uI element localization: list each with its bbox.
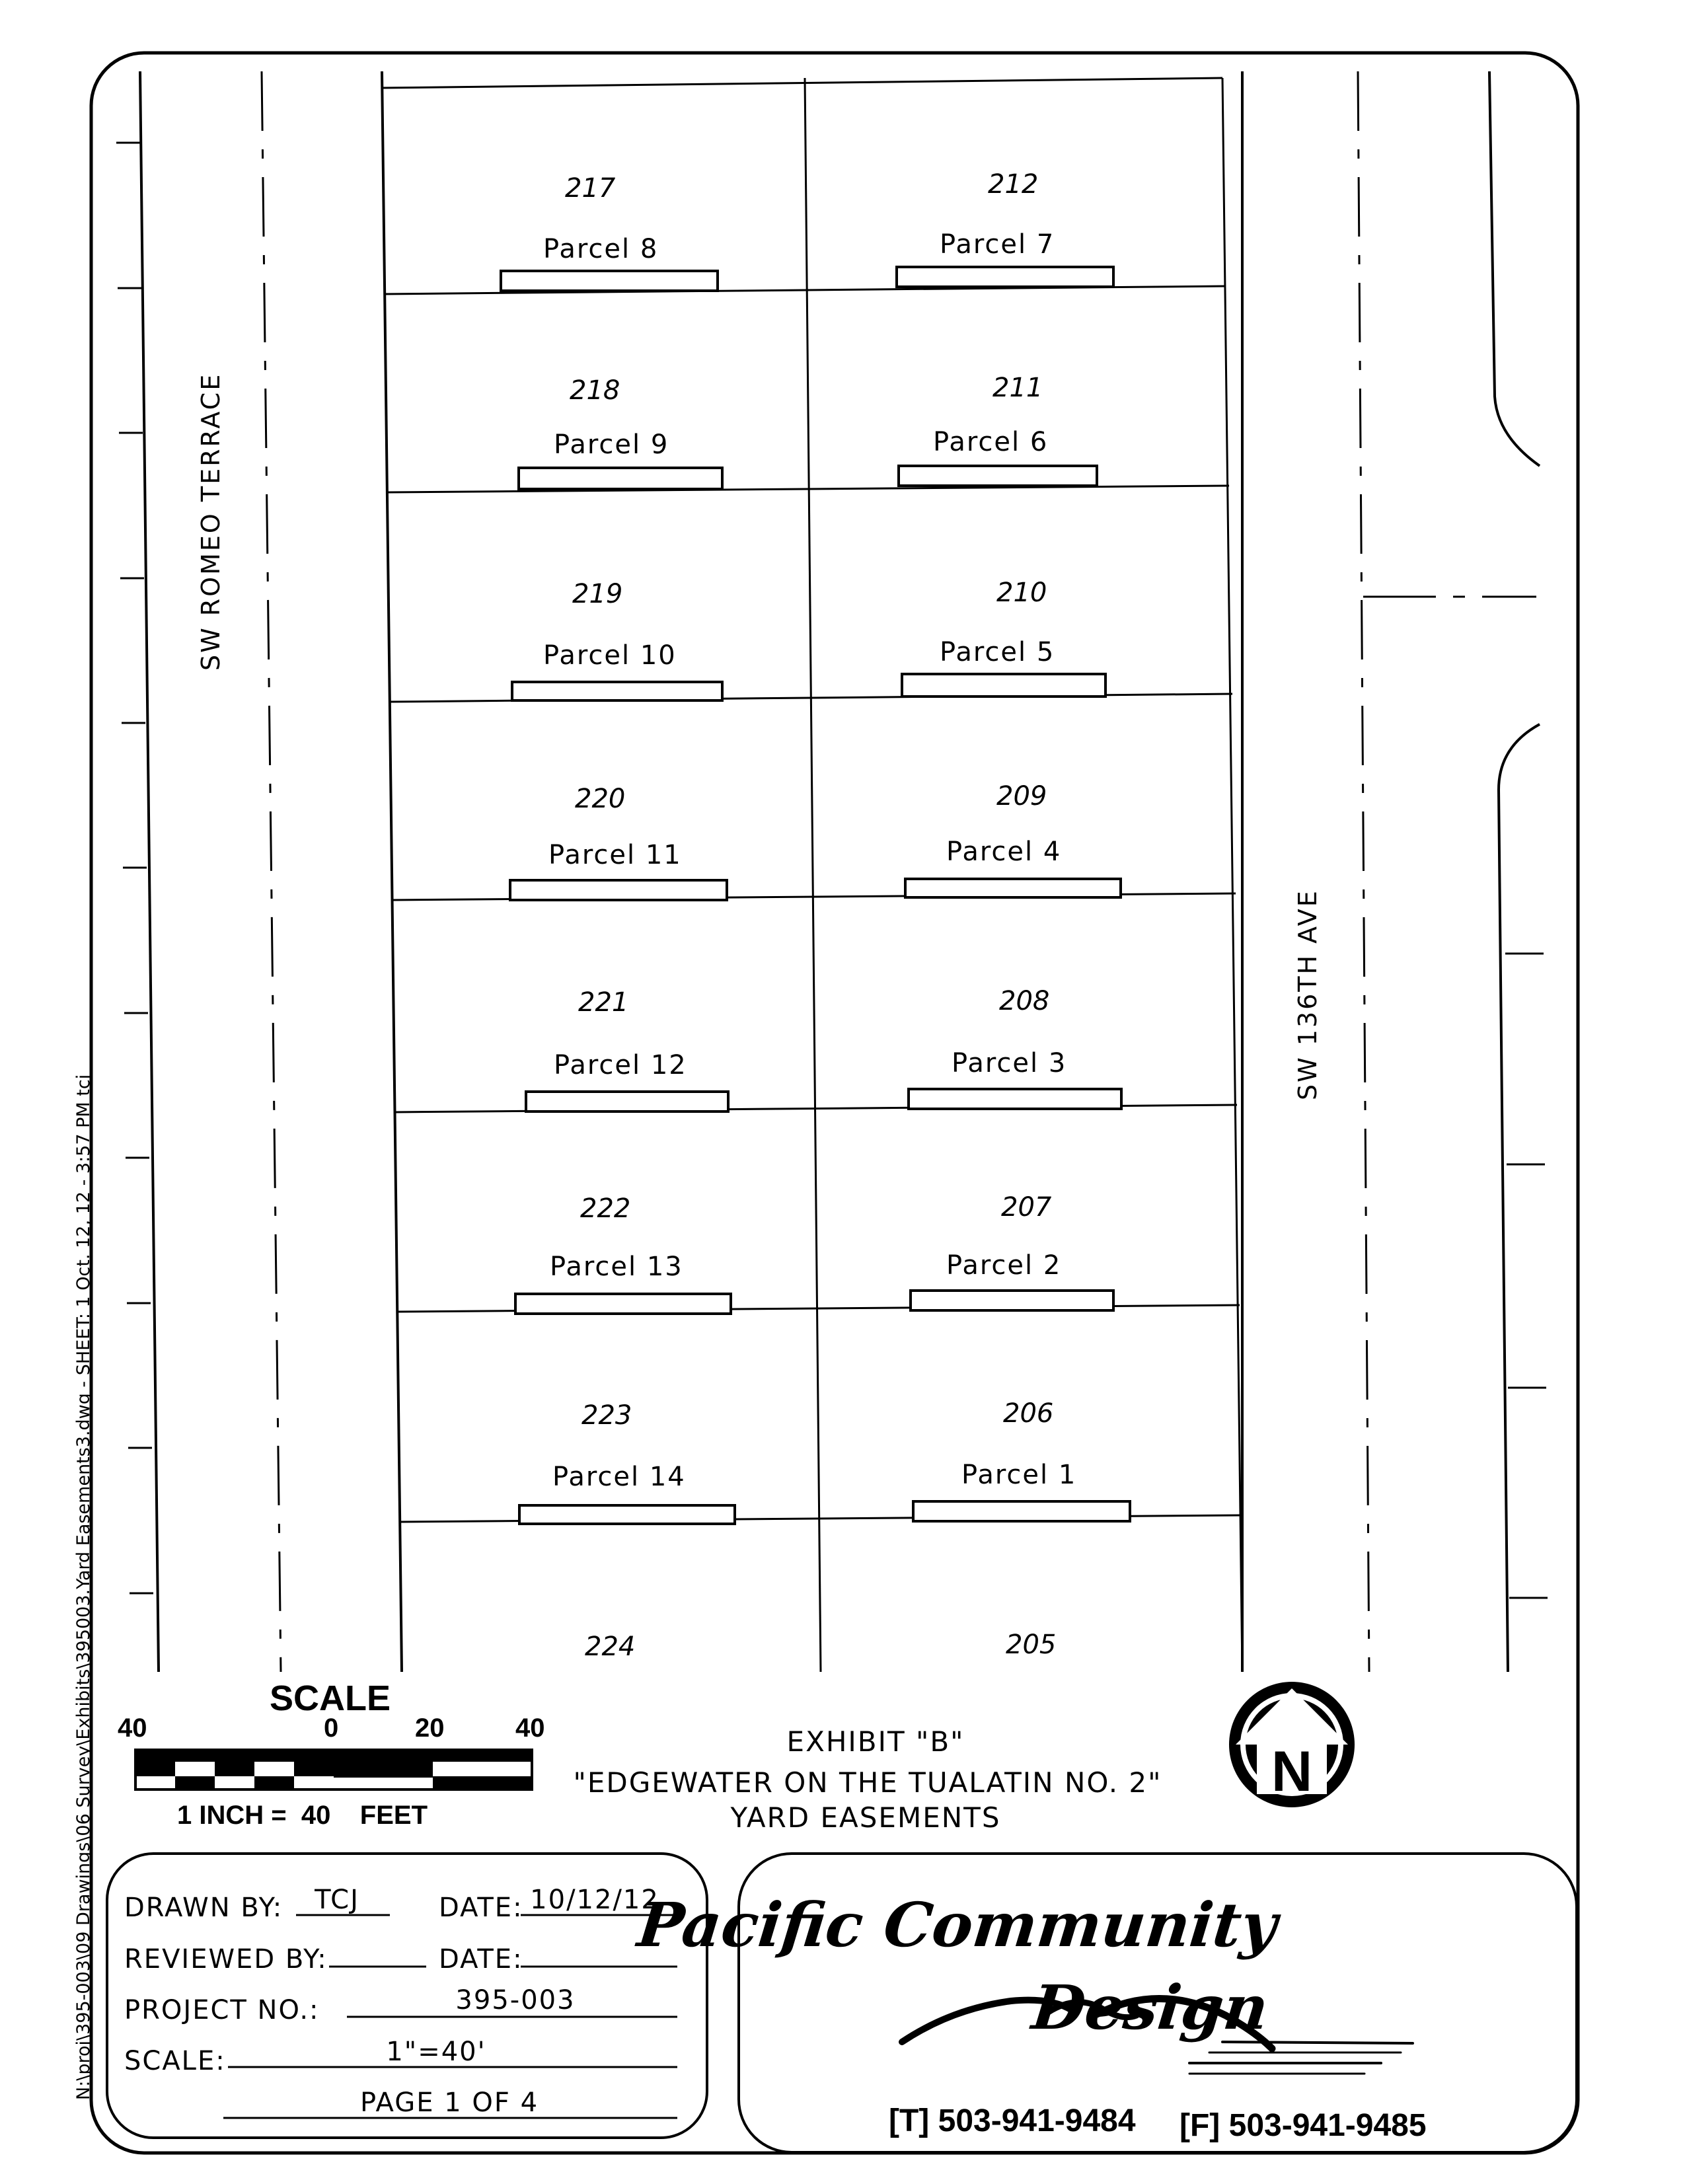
page-number: PAGE 1 OF 4 [359,2088,539,2118]
parcel-label: Parcel 2 [946,1250,1062,1281]
lot-number: 208 [999,986,1050,1016]
scale-bar [118,1678,545,1830]
easement-rect [526,1092,728,1111]
file-path-text: N:\proj\395-003\09 Drawings\06 Survey\Exhibits\395003.Yard Easements3.dwg - SHEET: 1 Oct. 12, 12 - 3:57 PM tcj [73,1074,94,2100]
easement-rect [909,1089,1121,1109]
scale-tick-label: 40 [515,1713,545,1743]
parcel-label: Parcel 8 [543,234,659,264]
easement-rect [515,1294,731,1314]
lot-number: 219 [572,579,623,609]
parcel-label: Parcel 4 [946,837,1062,867]
sheet-border [91,53,1578,2153]
easement-rect [897,267,1113,287]
north-arrow-icon [1229,1682,1355,1807]
scale-tick-label: 20 [415,1713,445,1743]
parcel-label: Parcel 6 [933,427,1049,457]
company-phone: [T] 503-941-9484 [889,2103,1136,2138]
parcel-label: Parcel 12 [554,1050,687,1080]
company-fax: [F] 503-941-9485 [1180,2108,1427,2143]
easement-rect [902,674,1105,697]
easement-rect [519,1505,735,1524]
drawn-by-value: TCJ [315,1885,359,1915]
lot-number: 221 [578,987,629,1018]
parcel-label: Parcel 7 [940,229,1055,260]
drawn-by-label: DRAWN BY: [124,1893,283,1923]
company-name-line1: Pacific Community [634,1889,1281,1961]
reviewed-by-label: REVIEWED BY: [124,1944,328,1975]
street-label-romeo-terrace: SW ROMEO TERRACE [196,372,225,671]
project-no-value: 395-003 [455,1985,576,2015]
easement-rect [911,1291,1113,1310]
date-value: 10/12/12 [530,1885,659,1915]
parcel-label: Parcel 11 [548,840,682,870]
lot-number: 218 [570,375,620,406]
company-block [632,1854,1577,2152]
easement-rect [913,1501,1130,1521]
lot-number: 207 [1001,1192,1052,1223]
lot-number: 222 [580,1193,631,1224]
scale-tick-label: 40 [118,1713,147,1743]
lot-number: 220 [575,784,626,814]
lot-number: 224 [585,1632,636,1662]
exhibit-subtitle: YARD EASEMENTS [730,1801,1001,1834]
parcel-label: Parcel 9 [554,430,669,460]
company-name-line2: Design [1028,1971,1272,2043]
lot-number: 217 [565,173,616,204]
lot-number: 210 [996,578,1047,608]
north-letter: N [1271,1740,1313,1803]
date2-label: DATE: [439,1944,523,1975]
parcel-label: Parcel 13 [550,1252,683,1282]
scale-value: 1"=40' [386,2037,486,2067]
east-street [1242,71,1548,1672]
easement-rect [501,271,718,291]
parcel-label: Parcel 5 [940,637,1055,667]
easement-rect [512,682,722,700]
lot-number: 223 [581,1400,632,1431]
west-street [116,71,402,1672]
scale-tick-label: 0 [324,1713,339,1743]
scale-label: SCALE: [124,2046,226,2076]
easement-rect [899,466,1097,486]
scale-caption: 1 INCH = 40 FEET [177,1801,428,1830]
title-block [107,1854,707,2138]
lot-number: 211 [992,373,1043,403]
parcel-label: Parcel 3 [952,1048,1067,1078]
lot-number: 205 [1006,1630,1057,1660]
street-label-136th-ave: SW 136TH AVE [1293,889,1322,1100]
easement-rect [510,880,727,900]
project-no-label: PROJECT NO.: [124,1995,320,2025]
lot-number: 209 [996,781,1047,811]
exhibit-title: EXHIBIT "B" [786,1725,965,1758]
parcel-label: Parcel 10 [543,640,677,671]
exhibit-subdivision: "EDGEWATER ON THE TUALATIN NO. 2" [573,1766,1162,1799]
parcel-label: Parcel 1 [961,1460,1077,1490]
scale-title: SCALE [270,1678,391,1718]
easement-rect [519,468,722,489]
lot-number: 212 [988,169,1039,200]
easement-rect [905,879,1121,897]
lot-grid [382,71,1242,1672]
lot-number: 206 [1003,1398,1054,1429]
parcel-label: Parcel 14 [552,1462,686,1492]
date-label: DATE: [439,1893,523,1923]
